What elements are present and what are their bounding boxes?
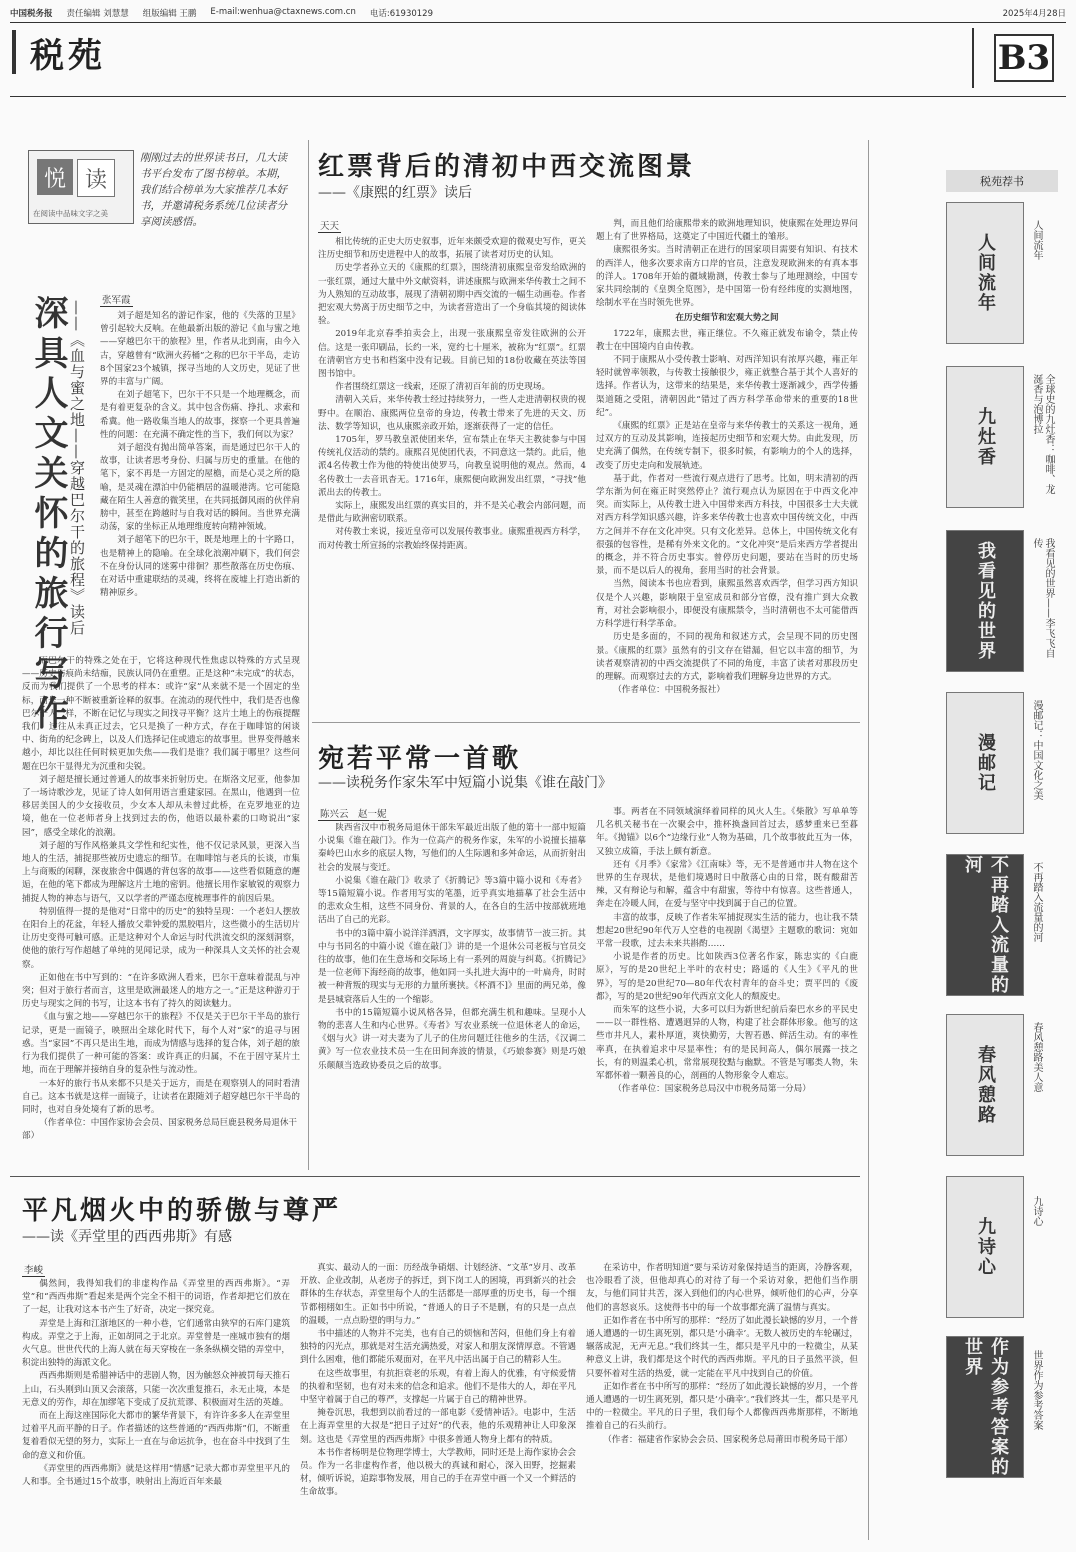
paragraph: 历史学者孙立天的《康熙的红票》，围绕清初康熙皇帝发给欧洲的一张红票，通过大量中外文献资料，讲述康熙与欧洲来华传教士之间不为人熟知的互动故事，展现了清朝初期中西交流的一幅生动画卷。作者把宏观大势离于历史细节之中，为读者营造出了一个身临其境的阅读体验。 — [318, 263, 586, 327]
header-rule — [10, 22, 1066, 23]
sidebar-title: 税苑荐书 — [946, 170, 1058, 192]
paragraph: 一本好的旅行书从来都不只是关于远方，而是在观察别人的同时看清自己。这本书就是这样一面镜子，让读者在跟随刘子超穿越巴尔干半岛的同时，也对自身处境有了新的思考。 — [22, 1078, 300, 1115]
paragraph: 刘子超笔下的巴尔干，既是地理上的十字路口，也是精神上的隐喻。在全球化浪潮冲刷下，我们何尝不在身份认同的迷雾中徘徊？那些散落在历史伤痕、在对话中重建联结的灵魂，终将在废墟上打造出新的精神原乡。 — [100, 535, 300, 599]
badge-char-a: 悦 — [37, 159, 73, 195]
paragraph: 不同于康熙从小受传教士影响、对西洋知识有浓厚兴趣，雍正年轻时就曾率领教，与传教士接触很少，雍正就整合基于其个人喜好的选择。作者认为，这带来的结果是，来华传教士逐渐减少，西学传播渠道随之受阻，清朝因此“错过了西方科学革命带来的重要的18世纪”。 — [596, 355, 858, 418]
phone: 电话:61930129 — [369, 9, 433, 19]
book-title: 我看见的世界——李飞飞自传 — [1031, 538, 1054, 658]
paragraph: 在采访中，作者明知道“要与采访对象保持适当的距离，冷静客观，也冷眼看了淡，但他却真心的对待了每一个采访对象，把他们当作朋友，与他们同甘共苦，深入到他们的内心世界，倾听他们的心声，分享他们的喜怒哀乐。这使得书中的每一个故事都充满了温情与真实。 — [586, 1263, 858, 1313]
article1-body-top — [100, 310, 300, 650]
paragraph: 正如他在书中写到的：“在许多欧洲人看来，巴尔干意味着混乱与冲突；但对于旅行者而言，这里是欧洲最迷人的地方之一。”正是这种游刃于历史与现实之间的书写，让这本书有了持久的阅读魅力。 — [22, 972, 300, 1010]
article1-author: 张军霞 — [102, 295, 131, 306]
column-intro: 刚刚过去的世界读书日，几大读书平台发布了图书榜单。本期，我们结合榜单为大家推荐几本好书，并邀请税务系统几位读者分享阅读感悟。 — [140, 152, 287, 228]
article3-byline — [318, 806, 389, 820]
article1-subtitle: ——《血与蜜之地——穿越巴尔干的旅程》读后 — [68, 300, 86, 636]
badge-char-b: 读 — [77, 159, 115, 197]
paragraph: 书中描述的人物并不完美，也有自己的烦恼和苦闷，但他们身上有着独特的闪光点，那就是对生活充满热爱，对家人和朋友深情厚意。不管遇到什么困难，他们都能乐观面对，在平凡中活出属于自己的精彩人生。 — [300, 1329, 576, 1366]
article1-author-note: （作者单位：中国作家协会会员、国家税务总局巨鹿县税务局退休干部） — [22, 1118, 298, 1142]
book-cover-title: 九灶香 — [975, 407, 996, 467]
book-cover-title: 漫邮记 — [975, 733, 996, 793]
paragraph: 掩卷沉思，我想到以前看过的一部电影《爱情神话》。电影中，生活在上海弄堂里的大叔是“把日子过好”的代表，他的乐观精神让人印象深刻。这也是《弄堂里的西西弗斯》中很多普通人物身上都有的特质。 — [300, 1408, 576, 1445]
banner-mark — [12, 30, 16, 74]
book-title: 人间流年 — [1031, 220, 1042, 260]
article3-col1 — [318, 822, 586, 1166]
paragraph: 西西弗斯则是希腊神话中的悲剧人物，因为触怒众神被罚每天推石上山，石头刚到山顶又会滚落，只能一次次重复推石，永无止境，本是无意义的劳作，却在加缪笔下变成了反抗荒谬、积极面对生活的英雄。 — [22, 1371, 290, 1408]
paragraph: 而巴尔干的特殊之处在于，它将这种现代性焦虑以特殊的方式呈现——历史伤痕尚未结痂，民族认同仍在重塑。正是这种“未完成”的状态，反而为我们提供了一个思考的样本：或许“家”从来就不是一个固定的坐标，而是一种不断被重新诠释的叙事。在流动的现代性中，我们是否也像巴尔干人一样，不断在记忆与现实之间找寻平衡？这片土地上的伤痕提醒我们：过往从未真正过去，它只是换了一种方式，存在于咖啡馆的闲谈中、街角的纪念碑上，以及人们选择记住或遗忘的故事里。世界变得越来越小，却比以往任何时候更加失焦——我们是谁？我们属于哪里？这些问题在巴尔干显得尤为沉重和尖锐。 — [22, 656, 300, 772]
book-cover-title: 春风憩路 — [975, 1045, 996, 1125]
article4-author: 李峻 — [24, 1265, 44, 1276]
article3-author-note: （作者单位：国家税务总局汉中市税务局第一分局） — [613, 1084, 811, 1095]
paragraph: 清朝入关后，来华传教士经过持续努力，一些人走进清朝权贵的视野中。在顺治、康熙两位皇帝的身边，传教士带来了先进的天文、历法、数学等知识，也从康熙亲政开始，逐渐获得了一定的信任。 — [318, 395, 586, 432]
article2-title: 红票背后的清初中西交流图景 — [318, 152, 696, 182]
article2-col1 — [318, 236, 586, 712]
article-divider — [312, 722, 860, 723]
paragraph: 书中的3篇中篇小说洋洋洒洒，文字厚实，故事情节一波三折。其中与书同名的中篇小说《谁在敲门》讲的是一个退休公司老板与官员交往的故事，他们在生意场和交际场上有一系列的周旋与纠葛。《折腾记》是一位老师下海经商的故事，他如同一头扎进大海中的一叶扁舟，时时被一种背叛的现实与无形的力量所裹挟。《杯酒不]》里面的两兄弟，像是县城衰落后人生的一个缩影。 — [318, 928, 586, 1005]
article4-author-note: （作者：福建省作家协会会员、国家税务总局莆田市税务局干部） — [603, 1434, 853, 1445]
book-cover-title: 九诗心 — [975, 1217, 996, 1277]
paragraph: 而在上海这座国际化大都市的繁华背景下，有许许多多人在弄堂里过着平凡而平静的日子。作者描述的这些普通的“西西弗斯”们，不断重复着看似无望的努力，实际上一直在与命运抗争，也在奋斗中找到了生命的意义和价值。 — [22, 1411, 290, 1461]
article1-body-bottom — [22, 655, 300, 1167]
paragraph: 在刘子超笔下，巴尔干不只是一个地理概念，而是有着更复杂的含义。其中包含伤痛、挣扎、求索和希冀。他一路收集当地人的故事，探察一个更具普遍性的问题：在充满不确定性的当下，我们何以为家？ — [100, 390, 300, 440]
paragraph: 相比传统的正史大历史叙事，近年来颇受欢迎的微观史写作，更关注历史细节和历史进程中人的故事，拓展了读者对历史的认知。 — [318, 237, 586, 261]
bottom-divider — [10, 1176, 860, 1177]
book-cover — [946, 692, 1024, 834]
page-number: B3 — [994, 34, 1054, 82]
article3-col2 — [596, 806, 858, 1166]
paragraph: 《弄堂里的西西弗斯》就是这样用“情感”记录大都市弄堂里平凡的人和事。全书通过15个故事，映射出上海近百年来最 — [22, 1463, 290, 1488]
paragraph: 事。两者在不同领域演绎着同样的风火人生。《柴散》写单单等几名机关秘书在一次聚会中，推杯换盏回首过去，感梦重来已至暮年。《抛锚》以6个“边缘行业”人物为基础，几个故事彼此互为一体，又独立成篇，手法上颇有新意。 — [596, 807, 858, 857]
book-title: 世界作为参考答案 — [1031, 1350, 1042, 1430]
paragraph: 《康熙的红票》正是站在皇帝与来华传教士的关系这一视角，通过双方的互动及其影响，连接起历史细节和宏观大势。由此发现，历史充满了偶然，在传统专制下，很多时候，有影响力的个人的选择，改变了历史走向和发展轨迹。 — [596, 421, 858, 471]
editor-credit: 责任编辑 刘慧慧 — [66, 9, 129, 19]
paragraph: 刘子超没有抛出简单答案，而是通过巴尔干人的故事，让读者思考身份、归属与历史的重量。在他的笔下，家不再是一方固定的屋檐，而是心灵之所的隐喻，是灵魂在漂泊中仍能栖居的温暖港湾。它可能隐藏在陌生人善意的微笑里，在共同抵御风雨的伙伴肩膀中，甚至在跨越时与自我对话的瞬间。当世界充满动荡，家的坐标正从地理维度转向精神领域。 — [100, 443, 300, 533]
paragraph: 刘子超的写作风格兼具文学性和纪实性，他不仅记录风景，更深入当地人的生活，捕捉那些被历史遗忘的细节。在咖啡馆与老兵的长谈，市集上与商贩的闲聊，深夜旅舍中偶遇的背包客的故事——这些看似随意的邂逅，在他的笔下都成为理解这片土地的密钥。他擅长用作家敏锐的观察力捕捉人物的神态与语气，又以学者的严谨态度梳理事件的前因后果。 — [22, 840, 300, 904]
paragraph: 当然，阅读本书也应看到，康熙虽然喜欢西学，但学习西方知识仅是个人兴趣，影响限于皇室成员和部分官僚，没有推广到大众教育，对社会影响很小，即便没有康熙禁令，当时清朝也不太可能借西方科学进行科学革命。 — [596, 579, 858, 630]
paragraph: 2019年北京春季拍卖会上，出现一张康熙皇帝发往欧洲的公开信。这是一张印刷品，长约一米，宽约七十厘米，被称为“红票”。红票在清朝官方史书和档案中没有记载。目前已知的18份收藏在英法等国图书馆中。 — [318, 329, 586, 380]
article3-subtitle: ——读税务作家朱军中短篇小说集《谁在敲门》 — [318, 775, 612, 791]
column-tagline: 在阅读中品味文字之美 — [33, 209, 108, 218]
article2-author: 天天 — [320, 221, 340, 232]
paragraph: 弄堂是上海和江浙地区的一种小巷，它们通常由狭窄的石库门建筑构成。弄堂之于上海，正如胡同之于北京。弄堂曾是一座城市独有的烟火气息。世世代代的上海人就在每天穿梭在一条条纵横交错的弄堂中，积淀出独特的海派文化。 — [22, 1318, 290, 1369]
banner-rule — [10, 96, 1066, 97]
book-cover-title: 我看见的世界 — [975, 541, 996, 661]
paragraph: 在这些故事里，有抗拒衰老的乐观，有着上海人的优雅，有守候爱情的执着和坚韧，也有对未来的信念和追求。他们不是伟大的人，却在平凡中坚守着属于自己的尊严，支撑起一片属于自己的精神世界。 — [300, 1368, 576, 1406]
paragraph: 正如作者在书中所写的那样：“经历了如此漫长缺憾的岁月，一个普通人遭遇的一切生离死别，都只是‘小确幸’。”我们终其一生，都只是平凡中的一粒微尘。平凡的日子里，我们每个人都像西西弗斯那样，不断地推着自己的石头前行。 — [586, 1381, 858, 1432]
article4-col1 — [22, 1278, 290, 1538]
book-title: 全球史的九灶香：咖啡、龙涎香与泡博拉 — [1031, 374, 1054, 494]
book-cover — [946, 1176, 1024, 1318]
book-title: 九诗心 — [1031, 1196, 1042, 1226]
paragraph: 实际上，康熙发出红票的真实目的，并不是关心教会内部问题，而是借此与欧洲密切联系。 — [318, 501, 586, 525]
article3-title: 宛若平常一首歌 — [318, 744, 522, 774]
article1-byline — [100, 292, 133, 306]
paragraph: 本书作者杨明是位物理学博士，大学教师，同时还是上海作家协会会员。作为一名非虚构作者，他以极大的真诚和耐心，深入田野，挖掘素材，倾听诉说，追踪事物发展，用自己的手在弄堂中画一个又一个鲜活的生命故事。 — [300, 1447, 576, 1498]
paragraph: 对传教士来说，接近皇帝可以发展传教事业。康熙重视西方科学，而对传教士所宣扬的宗教始终保持距离。 — [318, 527, 586, 551]
article2-subtitle: ——《康熙的红票》读后 — [318, 185, 472, 201]
paragraph: 偶然间，我得知我们的非虚构作品《弄堂里的西西弗斯》。“弄堂”和“西西弗斯”看起来是两个完全不相干的词语，作者却把它们放在了一起，让我对这本书产生了好奇，决定一探究竟。 — [22, 1279, 290, 1316]
book-cover — [946, 1014, 1024, 1156]
page-header — [10, 6, 1066, 20]
article2-byline — [318, 218, 341, 232]
paragraph: 书中的15篇短篇小说风格各异，但都充满生机和趣味。呈现小人物的悲喜人生和内心世界。《寿者》写农业系统一位退休老人的命运，《烟与火》讲一对夫妻为了儿子的住房问题迁往他乡的生活，《汉调二黄》写一位农业技术员一生在田间奔波的情景，《巧娘参赛》则是巧娘乐颠颠当选政协委员之后的故事。 — [318, 1007, 586, 1071]
column-divider — [308, 140, 309, 1170]
paragraph: 康熙很务实。当时清朝正在进行的国家项目需要有知识、有技术的西洋人，他多次要求南方口岸的官员，注意发现欧洲来的有真本事的洋人。1708年开始的疆域勘测，传教士参与了地理测绘，中国专家共同绘制的《皇舆全览图》，是中国第一份有经纬度的实测地图，绘制水平在当时领先世界。 — [596, 245, 858, 309]
sidebar-divider — [868, 140, 869, 1540]
book-cover — [946, 202, 1024, 344]
paragraph: 《血与蜜之地——穿越巴尔干的旅程》不仅是关于巴尔干半岛的旅行记录，更是一面镜子，映照出全球化时代下，每个人对“家”的追寻与困惑。当“家园”不再只是出生地，而成为情感与选择的复合体，刘子超的旅行为我们提供了一种可能的答案：或许真正的归属，不在于固守某片土地，而在于理解并接纳自身的复杂性与流动性。 — [22, 1012, 300, 1076]
paragraph: 真实、最动人的一面：历经战争硝烟、计划经济、“文革”岁月、改革开放、企业改制，从老房子的拆迁，到下岗工人的困境，再到新兴的社会群体的生存状态，弄堂里每个人的生活都是一部厚重的历史书，每一个细节都栩栩如生。正如书中所说，“普通人的日子不是删，有的只是一点点的温暖，一点点盼望的明与力。” — [300, 1263, 576, 1326]
article2-subhead: 在历史细节和宏观大势之间 — [675, 313, 779, 324]
paragraph: 刘子超是知名的游记作家，他的《失落的卫星》曾引起较大反响。在他最新出版的游记《血与蜜之地——穿越巴尔干的旅程》里，作者从北到南，由今入古，穿越曾有“欧洲火药桶”之称的巴尔干半岛，走访8个国家23个城镇，探寻当地的人文历史，见证了世界的丰富与广阔。 — [100, 311, 300, 388]
paragraph: 1722年，康熙去世，雍正继位。不久雍正就发布谕令，禁止传教士在中国境内自由传教。 — [596, 328, 858, 352]
article4-col3 — [586, 1262, 858, 1538]
book-cover-title: 人间流年 — [975, 233, 996, 313]
paragraph: 基于此，作者对一些流行观点进行了思考。比如，明末清初的西学东渐为何在雍正时突然停止？流行观点认为原因在于中西文化冲突。而实际上，从传教士进入中国带来西方科技，中国很多士大夫就对西方科学知识感兴趣，许多来华传教士也喜欢中国传统文化，中西方之间并不存在文化冲突。只有文化差异。总体上，中国传统文化有很强的包容性，是稀有外来文化的。“文化冲突”是后来西方学者提出的概念，并不符合历史事实。曾停历史问题，要站在当时的历史场景，而不是以后人的视角，套用当时的社会背景。 — [596, 473, 858, 577]
book-title: 不再踏入流量的河 — [1031, 862, 1042, 942]
column-badge — [28, 150, 134, 224]
article3-author: 陈兴云 赵一妮 — [320, 809, 387, 820]
paragraph: 还有《月季》《家常》《江南味》等，无不是普通市井人物在这个世界的生存现状，是他们境遇时日中散落心由的日常，既有酸甜苦辣，又有辩论与和解，蕴含中有甜蜜，等待中有惊喜。这些普通人，奔走在冷暖人间，在爱与坚守中找到属于自己的位置。 — [596, 859, 858, 910]
book-cover — [946, 530, 1024, 672]
masthead: 中国税务报 — [10, 9, 53, 19]
book-title: 漫邮记：中国文化之美 — [1031, 700, 1042, 800]
paragraph: 特别值得一提的是他对“日常中的历史”的独特呈现：一个老妇人摆放在阳台上的花盆，年轻人播放父辈钟爱的黑胶唱片，这些微小的生活切片让历史变得可触可感。正是这种对个人命运与时代洪流交织的深刻洞察，使他的旅行写作超越了单纯的见闻记录，成为一种深具人文关怀的社会观察。 — [22, 906, 300, 970]
paragraph: 刘子超是擅长通过普通人的故事来折射历史。在斯洛文尼亚，他参加了一场诗歌沙龙，见证了诗人如何用语言重建家园。在黑山，他遇到一位移居美国人的少女接收员，少女本人却从未曾过此桥，在克罗地亚的边境，他在一位老师者身上找到过去的伤，他语以最朴素的口吻说出“家园”，感受全球化的浪潮。 — [22, 774, 300, 838]
paragraph: 而朱军的这些小说，大多可以归为新世纪前后秦巴水乡的平民史——以一群性格、遭遇迥异的人物，构建了社会群体形象。他写的这些市井凡人，素朴厚道，爽快勤劳，大智若愚、鲜活生动。有的率性率真，在执着追求中尽显率性；有的是民间高人，偶尔展露一技之长，有的则温柔心机，常常展现狡黠与幽默。不管是写哪类人物，朱军都怀着一颗善良的心，剖画的人物形象令人难忘。 — [596, 1005, 858, 1082]
paragraph: 丰富的故事，反映了作者朱军捕捉现实生活的能力，也让我不禁想起20世纪90年代万人空巷的电视剧《渴望》主题歌的歌词：宛如平常一段歌，过去未来共斟酌…… — [596, 912, 858, 950]
paragraph: 小说集《谁在敲门》收录了《折腾记》等3篇中篇小说和《寿者》等15篇短篇小说。作者用写实的笔墨，近乎真实地描摹了社会生活中的悲欢众生相，这些不同身份、背景的人，在各自的生活中按部就班地活出了自己的光彩。 — [318, 875, 586, 926]
paragraph: 正如作者在书中所写的那样：“经历了如此漫长缺憾的岁月，一个普通人遭遇的一切生离死别，都只是‘小确幸’。无数人被历史的车轮碾过，辗落成泥，无声无息。”我们终其一生，都只是平凡中的一粒微尘，从某种意义上讲，我们都是这个时代的西西弗斯。平凡的日子虽然平淡，但只要怀着对生活的热爱，就一定能在平凡中找到自己的价值。 — [586, 1315, 858, 1379]
paragraph: 作者围绕红票这一线索，还原了清初百年前的历史现场。 — [335, 382, 551, 393]
article4-subtitle: ——读《弄堂里的西西弗斯》有感 — [22, 1229, 232, 1245]
designer-credit: 组版编辑 王鹏 — [142, 9, 197, 19]
article1-title: 深具人文关怀的旅行写作 — [28, 295, 68, 735]
article4-byline — [22, 1262, 45, 1276]
book-cover — [946, 854, 1024, 996]
paragraph: 小说是作者的历史。比如陕西3位著名作家，陈忠实的《白鹿原》，写的是20世纪上半叶的农村史；路遥的《人生》《平凡的世界》，写的是20世纪70—80年代农村青年的奋斗史；贾平凹的《废都》，写的是20世纪90年代西京文化人的颓废史。 — [596, 952, 858, 1002]
article4-title: 平凡烟火中的骄傲与尊严 — [22, 1196, 342, 1226]
paragraph: 陕西省汉中市税务局退休干部朱军最近出版了他的第十一部中短篇小说集《谁在敲门》。作为一位高产的税务作家，朱军的小说擅长描摹秦岭巴山水乡的底层人物，写他们的人生际遇和多舛命运，从而折射出社会的发展与变迁。 — [318, 823, 586, 873]
issue-date: 2025年4月28日 — [1002, 9, 1066, 19]
paragraph: 1705年，罗马教皇派使团来华，宣布禁止在华天主教徒参与中国传统礼仪活动的禁约。康熙召见使团代表，不同意这一禁约。此后，他派4名传教士作为他的特使出使罗马，向教皇说明他的观点。然而，4名传教士一去音讯杳无。1716年，康熙便向欧洲发出红票，“寻找”他派出去的传教士。 — [318, 435, 586, 498]
banner-decoration — [972, 28, 994, 88]
email: E-mail:wenhua@ctaxnews.com.cn — [210, 7, 356, 17]
book-recommendations — [946, 160, 1058, 1510]
book-cover-title: 作为参考答案的世界 — [962, 1337, 1009, 1477]
section-title: 税苑 — [30, 36, 106, 76]
article4-col2 — [300, 1262, 576, 1538]
article2-col2 — [596, 218, 858, 712]
book-cover-title: 不再踏入流量的河 — [962, 855, 1009, 995]
paragraph: 历史是多面的，不同的视角和叙述方式，会呈现不同的历史图景。《康熙的红票》虽然有的引文存在错漏，但它以丰富的细节，为读者观察清初的中西交流提供了不同的角度，丰富了读者对那段历史的理解。而观察过去的方式，影响着我们理解身边世界的方式。 — [596, 632, 858, 682]
book-title: 春风憩路美人意 — [1031, 1022, 1042, 1092]
book-cover — [946, 366, 1024, 508]
article2-author-note: （作者单位：中国税务报社） — [613, 685, 725, 696]
book-cover — [946, 1336, 1024, 1478]
paragraph: 判，而且他们给康熙带来的欧洲地理知识，使康熙在处理边界问题上有了世界格局，这奠定了中国近代疆土的雏形。 — [596, 219, 858, 243]
